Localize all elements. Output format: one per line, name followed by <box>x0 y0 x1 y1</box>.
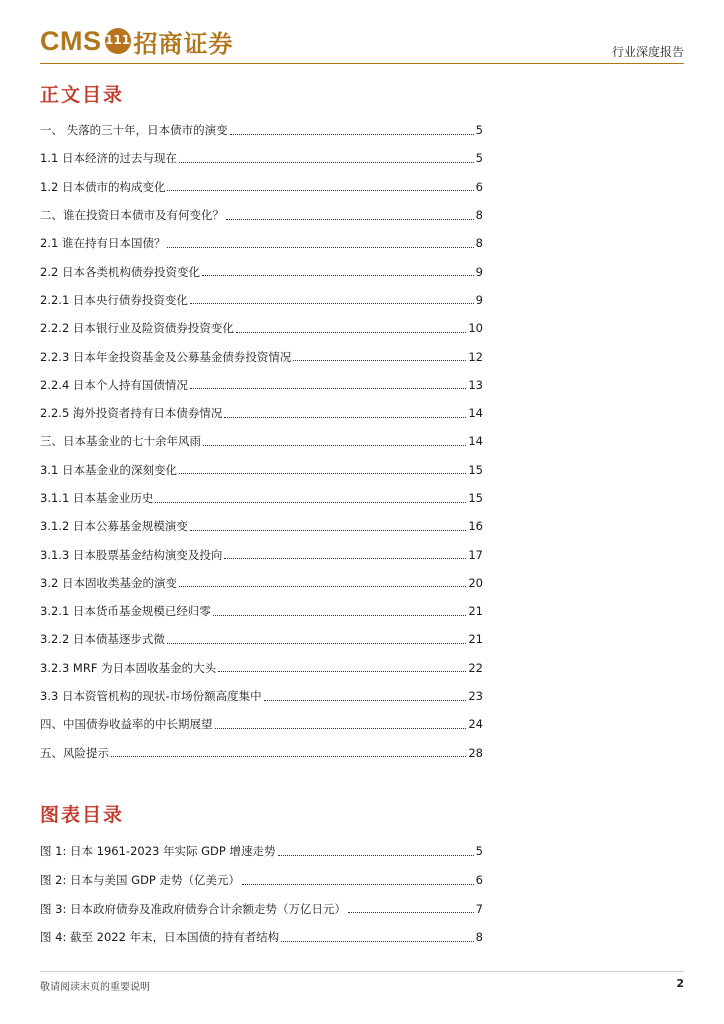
toc-entry-label: 二、谁在投资日本债市及有何变化？ <box>40 208 224 223</box>
toc-entry-page: 5 <box>475 151 483 166</box>
toc-entry-label: 2.2.4 日本个人持有国债情况 <box>40 377 188 392</box>
toc-entry-label: 3.2.2 日本债基逐步式微 <box>40 632 165 647</box>
toc-entry-page: 14 <box>468 434 483 449</box>
footer-disclaimer: 敬请阅读末页的重要说明 <box>40 982 150 993</box>
toc-entry-page: 15 <box>468 491 483 505</box>
toc-entry[interactable] <box>40 286 483 314</box>
company-logo <box>40 26 234 56</box>
toc-entry[interactable] <box>40 257 483 285</box>
figure-entry-page: 5 <box>475 844 483 859</box>
toc-entry[interactable] <box>40 682 483 710</box>
toc-entry-label: 2.2.2 日本银行业及险资债券投资变化 <box>40 321 234 336</box>
table-of-contents <box>40 116 483 767</box>
toc-entry[interactable] <box>40 342 483 370</box>
dot-leader <box>226 219 474 220</box>
page-header <box>0 0 724 68</box>
toc-entry-label: 2.2.5 海外投资者持有日本债券情况 <box>40 406 223 421</box>
toc-entry[interactable] <box>40 597 483 625</box>
toc-entry-page: 10 <box>468 321 483 336</box>
toc-entry-label: 3.3 日本资管机构的现状-市场份额高度集中 <box>40 689 262 704</box>
figure-entry-page: 8 <box>475 930 483 945</box>
toc-entry-label: 3.1 日本基金业的深刻变化 <box>40 462 177 477</box>
dot-leader <box>224 558 466 559</box>
toc-entry-label: 2.2.3 日本年金投资基金及公募基金债券投资情况 <box>40 349 292 364</box>
toc-title: 正文目录 <box>40 84 125 106</box>
dot-leader <box>213 615 466 616</box>
toc-entry-page: 24 <box>468 717 483 732</box>
toc-entry[interactable] <box>40 173 483 201</box>
toc-entry[interactable] <box>40 399 483 427</box>
figure-entry-label: 图 1: 日本 1961-2023 年实际 GDP 增速走势 <box>40 844 276 859</box>
logo-chinese-text: 招商证券 <box>133 29 234 58</box>
dot-leader <box>281 941 474 942</box>
figure-entry-page: 7 <box>475 901 483 916</box>
toc-entry-label: 3.1.3 日本股票基金结构演变及投向 <box>40 547 223 562</box>
toc-entry[interactable] <box>40 654 483 682</box>
toc-entry-page: 5 <box>475 123 483 138</box>
toc-entry-label: 五、风险提示 <box>40 745 109 760</box>
dot-leader <box>167 247 473 248</box>
toc-entry[interactable] <box>40 512 483 540</box>
toc-entry[interactable] <box>40 540 483 568</box>
dot-leader <box>179 473 466 474</box>
toc-entry-label: 3.1.2 日本公募基金规模演变 <box>40 519 188 534</box>
toc-entry-label: 2.2 日本各类机构债券投资变化 <box>40 264 200 279</box>
toc-entry-page: 14 <box>468 406 483 421</box>
toc-entry-page: 8 <box>475 208 483 223</box>
toc-entry-page: 12 <box>468 349 483 364</box>
figure-entry-label: 图 4: 截至 2022 年末，日本国债的持有者结构 <box>40 930 280 945</box>
toc-entry[interactable] <box>40 569 483 597</box>
toc-entry[interactable] <box>40 427 483 455</box>
dot-leader <box>348 912 474 913</box>
toc-entry-page: 16 <box>468 519 483 534</box>
figure-list <box>40 837 483 952</box>
dot-leader <box>179 586 466 587</box>
page-number: 2 <box>676 977 684 990</box>
dot-leader <box>293 360 466 361</box>
dot-leader <box>215 728 467 729</box>
toc-entry[interactable] <box>40 116 483 144</box>
figure-entry[interactable] <box>40 866 483 895</box>
toc-entry-page: 9 <box>475 292 483 307</box>
toc-entry-label: 2.2.1 日本央行债券投资变化 <box>40 292 188 307</box>
toc-entry-page: 20 <box>468 575 483 590</box>
dot-leader <box>203 445 466 446</box>
footer-divider <box>40 971 684 972</box>
dot-leader <box>190 388 466 389</box>
dot-leader <box>190 303 474 304</box>
dot-leader <box>155 502 466 503</box>
toc-entry[interactable] <box>40 229 483 257</box>
dot-leader <box>111 756 466 757</box>
toc-entry[interactable] <box>40 201 483 229</box>
figure-entry[interactable] <box>40 894 483 923</box>
dot-leader <box>179 162 474 163</box>
toc-entry[interactable] <box>40 371 483 399</box>
toc-entry-label: 四、中国债券收益率的中长期展望 <box>40 717 213 732</box>
toc-entry-page: 21 <box>468 604 483 619</box>
dot-leader <box>236 332 466 333</box>
figure-entry-page: 6 <box>475 873 483 888</box>
toc-entry[interactable] <box>40 314 483 342</box>
figure-entry[interactable] <box>40 837 483 866</box>
dot-leader <box>242 884 474 885</box>
figure-entry-label: 图 2: 日本与美国 GDP 走势（亿美元） <box>40 873 241 888</box>
toc-entry[interactable] <box>40 456 483 484</box>
toc-entry-label: 3.1.1 日本基金业历史 <box>40 491 154 505</box>
toc-entry-page: 15 <box>468 462 483 477</box>
dot-leader <box>278 855 474 856</box>
toc-entry[interactable] <box>40 144 483 172</box>
logo-emblem-text: 111 <box>104 33 131 47</box>
toc-entry-page: 6 <box>475 179 483 194</box>
toc-entry[interactable] <box>40 739 483 767</box>
figure-entry-label: 图 3: 日本政府债券及准政府债券合计余额走势（万亿日元） <box>40 901 346 916</box>
toc-entry-label: 三、日本基金业的七十余年风雨 <box>40 434 201 449</box>
dot-leader <box>264 700 467 701</box>
dot-leader <box>230 134 474 135</box>
figure-list-title: 图表目录 <box>40 804 125 826</box>
toc-entry[interactable] <box>40 484 483 512</box>
report-type: 行业深度报告 <box>611 45 684 59</box>
toc-entry-label: 3.2.3 MRF 为日本固收基金的大头 <box>40 660 217 675</box>
toc-entry-page: 8 <box>475 236 483 251</box>
toc-entry-label: 2.1 谁在持有日本国债？ <box>40 236 166 251</box>
toc-entry-label: 3.2 日本固收类基金的演变 <box>40 575 177 590</box>
toc-entry[interactable] <box>40 710 483 738</box>
figure-entry[interactable] <box>40 923 483 952</box>
toc-entry-label: 1.2 日本债市的构成变化 <box>40 179 166 194</box>
toc-entry-page: 13 <box>468 377 483 392</box>
header-divider <box>40 63 684 64</box>
toc-entry-page: 22 <box>468 660 483 675</box>
dot-leader <box>167 190 473 191</box>
dot-leader <box>190 530 466 531</box>
dot-leader <box>202 275 474 276</box>
toc-entry-label: 3.2.1 日本货币基金规模已经归零 <box>40 604 211 619</box>
toc-entry-label: 1.1 日本经济的过去与现在 <box>40 151 177 166</box>
toc-entry-page: 23 <box>468 689 483 704</box>
toc-entry-page: 28 <box>468 745 483 760</box>
dot-leader <box>167 643 466 644</box>
toc-entry[interactable] <box>40 625 483 653</box>
toc-entry-page: 21 <box>468 632 483 647</box>
toc-entry-page: 9 <box>475 264 483 279</box>
logo-emblem-icon <box>105 28 131 54</box>
toc-entry-page: 17 <box>468 547 483 562</box>
toc-entry-label: 一、 失落的三十年，日本债市的演变 <box>40 123 228 138</box>
dot-leader <box>218 671 466 672</box>
dot-leader <box>224 417 466 418</box>
logo-latin-text: CMS <box>40 25 102 56</box>
